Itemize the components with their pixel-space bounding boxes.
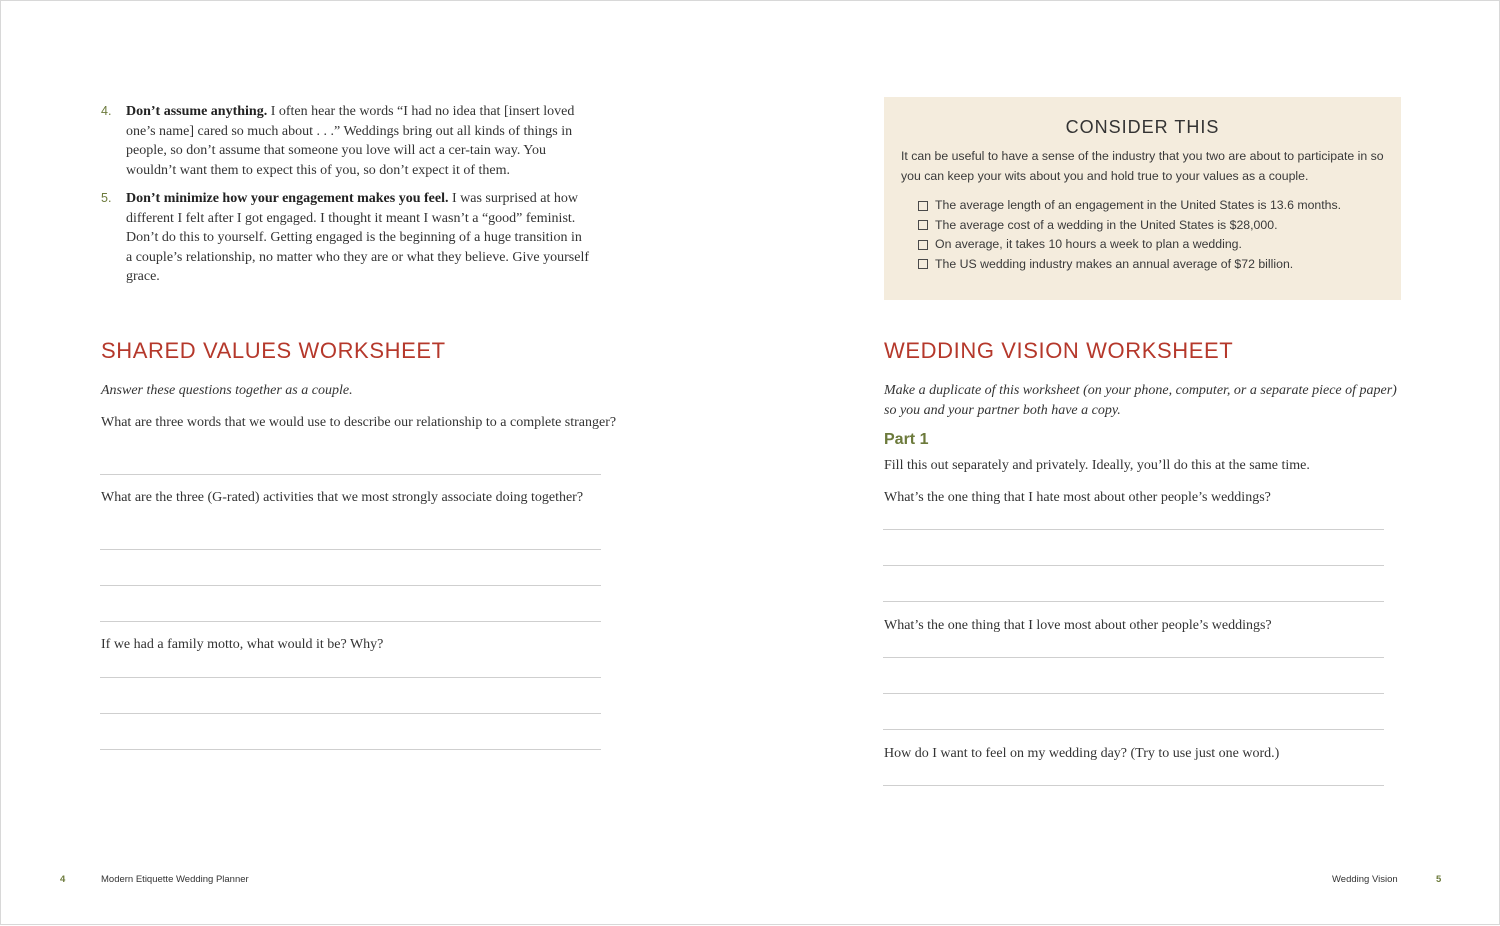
- answer-line[interactable]: [100, 749, 601, 750]
- list-number: 5.: [101, 191, 112, 205]
- answer-line[interactable]: [100, 677, 601, 678]
- list-item: [101, 189, 591, 287]
- fact-text: The average length of an engagement in the United States is 13.6 months.: [935, 198, 1342, 212]
- answer-line[interactable]: [883, 565, 1384, 566]
- fact-item: [918, 255, 1384, 275]
- running-title-right: Wedding Vision: [1332, 874, 1398, 885]
- wedding-vision-instruction: Make a duplicate of this worksheet (on your phone, computer, or a separate piece of paper) so you and your partner both have a copy.: [884, 383, 1397, 418]
- fact-item: [918, 196, 1384, 216]
- question-love: What’s the one thing that I love most about other people’s weddings?: [884, 618, 1272, 633]
- consider-this-intro: It can be useful to have a sense of the industry that you two are about to participate in so you can keep your wits about you and hold true to your values as a couple.: [901, 149, 1384, 183]
- shared-values-title: SHARED VALUES WORKSHEET: [101, 338, 446, 363]
- question-feel: How do I want to feel on my wedding day? (Try to use just one word.): [884, 746, 1280, 761]
- checkbox-icon[interactable]: [918, 201, 928, 211]
- answer-line[interactable]: [883, 785, 1384, 786]
- question-1: What are three words that we would use to describe our relationship to a complete stranger?: [101, 415, 617, 430]
- answer-line[interactable]: [100, 549, 601, 550]
- checkbox-icon[interactable]: [918, 240, 928, 250]
- page-number-right: 5: [1436, 874, 1442, 885]
- fact-list: [901, 196, 1384, 274]
- fact-text: On average, it takes 10 hours a week to plan a wedding.: [935, 237, 1242, 251]
- checkbox-icon[interactable]: [918, 220, 928, 230]
- answer-line[interactable]: [100, 474, 601, 475]
- question-2: What are the three (G-rated) activities that we most strongly associate doing together?: [101, 490, 584, 505]
- answer-line[interactable]: [100, 713, 601, 714]
- consider-this-title: CONSIDER THIS: [1065, 117, 1220, 137]
- answer-line[interactable]: [883, 529, 1384, 530]
- list-item: [101, 102, 591, 180]
- answer-line[interactable]: [883, 601, 1384, 602]
- shared-values-instruction: Answer these questions together as a couple.: [101, 383, 353, 398]
- consider-this-box: [884, 97, 1401, 300]
- numbered-list: [101, 102, 591, 296]
- fact-item: [918, 216, 1384, 236]
- fact-text: The US wedding industry makes an annual average of $72 billion.: [935, 256, 1294, 271]
- part-instruction: Fill this out separately and privately. Ideally, you’ll do this at the same time.: [884, 458, 1310, 473]
- list-text: I often hear the words “I had no idea that [insert loved one’s name] cared so much about . . .” Weddings bring out all kinds of things in people, so don’t assume that someone you love will act a cer-tain way. You wouldn’t want them to expect this of you, so don’t expect it of them.: [126, 104, 575, 178]
- page-number-left: 4: [60, 874, 66, 885]
- list-number: 4.: [101, 104, 112, 118]
- list-text: I was surprised at how different I felt after I got engaged. I thought it meant I wasn’t a “good” feminist. Don’t do this to yourself. Getting engaged is the beginning of a huge transition in a couple’s relationship, no matter who they are or what they believe. Give yourself grace.: [126, 191, 590, 284]
- fact-text: The average cost of a wedding in the United States is $28,000.: [935, 217, 1278, 232]
- running-title-left: Modern Etiquette Wedding Planner: [101, 874, 249, 885]
- list-lead: Don’t assume anything.: [126, 104, 268, 119]
- answer-line[interactable]: [100, 585, 601, 586]
- wedding-vision-title: WEDDING VISION WORKSHEET: [884, 338, 1234, 363]
- answer-line[interactable]: [883, 657, 1384, 658]
- left-page: [1, 1, 751, 926]
- part-title: Part 1: [884, 431, 929, 448]
- list-lead: Don’t minimize how your engagement makes you feel.: [126, 191, 449, 206]
- question-3: If we had a family motto, what would it be? Why?: [101, 637, 384, 652]
- fact-item: [918, 235, 1384, 255]
- answer-line[interactable]: [100, 621, 601, 622]
- answer-line[interactable]: [883, 693, 1384, 694]
- answer-line[interactable]: [883, 729, 1384, 730]
- question-hate: What’s the one thing that I hate most about other people’s weddings?: [884, 490, 1271, 505]
- checkbox-icon[interactable]: [918, 259, 928, 269]
